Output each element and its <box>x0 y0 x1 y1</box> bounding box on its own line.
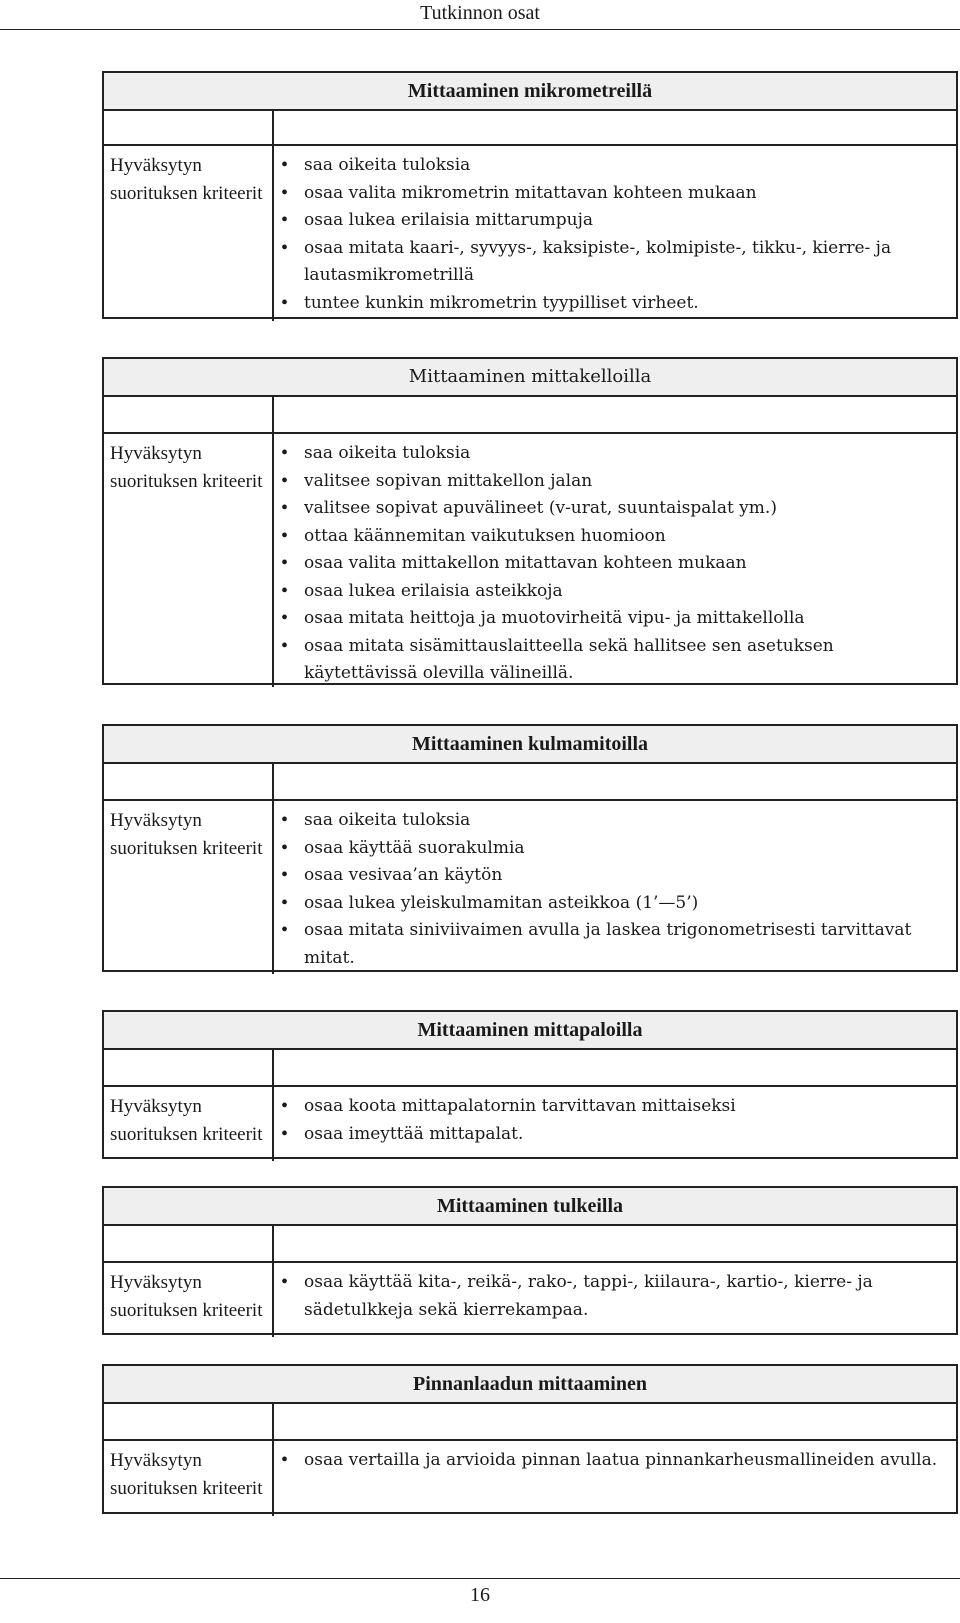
table-spacer-row <box>104 111 956 146</box>
criteria-item: • osaa vertailla ja arvioida pinnan laatua pinnankarheusmallineiden avulla. <box>280 1447 952 1475</box>
criteria-table-dial-gauges <box>102 357 958 685</box>
criteria-cell <box>274 1263 956 1337</box>
criteria-cell <box>274 146 956 321</box>
criteria-item: • osaa lukea erilaisia asteikkoja <box>280 578 952 606</box>
table-body-row <box>104 434 956 687</box>
criteria-list <box>280 1269 952 1324</box>
criteria-item: • saa oikeita tuloksia <box>280 440 952 468</box>
criteria-item: • osaa vesivaa’an käytön <box>280 862 952 890</box>
table-title: Pinnanlaadun mittaaminen <box>104 1366 956 1404</box>
criteria-label: Hyväksytyn suorituksen kriteerit <box>104 1087 274 1161</box>
criteria-table-gauge-blocks <box>102 1010 958 1159</box>
criteria-table-gauges <box>102 1186 958 1335</box>
criteria-item: • osaa käyttää kita-, reikä-, rako-, tappi-, kiilaura-, kartio-, kierre- ja sädetulkkeja sekä kierrekampaa. <box>280 1269 952 1324</box>
criteria-item: • saa oikeita tuloksia <box>280 807 952 835</box>
criteria-list <box>280 152 952 317</box>
criteria-cell <box>274 1087 956 1161</box>
table-spacer-row <box>104 764 956 801</box>
table-body-row <box>104 1441 956 1516</box>
criteria-item: • valitsee sopivat apuvälineet (v-urat, suuntaispalat ym.) <box>280 495 952 523</box>
criteria-item: • osaa lukea erilaisia mittarumpuja <box>280 207 952 235</box>
criteria-item: • osaa valita mittakellon mitattavan kohteen mukaan <box>280 550 952 578</box>
criteria-label: Hyväksytyn suorituksen kriteerit <box>104 1263 274 1337</box>
table-title: Mittaaminen tulkeilla <box>104 1188 956 1226</box>
table-title: Mittaaminen mittapaloilla <box>104 1012 956 1050</box>
criteria-label: Hyväksytyn suorituksen kriteerit <box>104 146 274 321</box>
criteria-list <box>280 807 952 972</box>
criteria-list <box>280 440 952 688</box>
criteria-item: • osaa käyttää suorakulmia <box>280 835 952 863</box>
criteria-list <box>280 1093 952 1148</box>
criteria-item: • osaa mitata kaari-, syvyys-, kaksipiste-, kolmipiste-, tikku-, kierre- ja lautasmikrometrillä <box>280 235 952 290</box>
criteria-label: Hyväksytyn suorituksen kriteerit <box>104 801 274 974</box>
criteria-table-surface-roughness <box>102 1364 958 1514</box>
criteria-item: • osaa imeyttää mittapalat. <box>280 1121 952 1149</box>
criteria-item: • saa oikeita tuloksia <box>280 152 952 180</box>
criteria-label: Hyväksytyn suorituksen kriteerit <box>104 434 274 687</box>
running-head: Tutkinnon osat <box>420 2 540 24</box>
table-spacer-row <box>104 397 956 434</box>
table-spacer-row <box>104 1226 956 1263</box>
page-number: 16 <box>470 1584 490 1606</box>
criteria-item: • osaa koota mittapalatornin tarvittavan mittaiseksi <box>280 1093 952 1121</box>
table-body-row <box>104 801 956 974</box>
criteria-item: • osaa mitata heittoja ja muotovirheitä vipu- ja mittakellolla <box>280 605 952 633</box>
criteria-table-angle-gauges <box>102 724 958 972</box>
criteria-item: • osaa mitata sisämittauslaitteella sekä hallitsee sen asetuksen käytettävissä olevilla välineillä. <box>280 633 952 688</box>
criteria-item: • ottaa käännemitan vaikutuksen huomioon <box>280 523 952 551</box>
table-spacer-row <box>104 1404 956 1441</box>
criteria-item: • osaa mitata siniviivaimen avulla ja laskea trigonometrisesti tarvittavat mitat. <box>280 917 952 972</box>
criteria-item: • osaa lukea yleiskulmamitan asteikkoa (1’—5’) <box>280 890 952 918</box>
table-body-row <box>104 1263 956 1337</box>
criteria-cell <box>274 801 956 974</box>
criteria-cell <box>274 434 956 687</box>
table-title: Mittaaminen mittakelloilla <box>104 359 956 397</box>
table-spacer-row <box>104 1050 956 1087</box>
criteria-list <box>280 1447 952 1475</box>
criteria-table-micrometers <box>102 71 958 319</box>
table-body-row <box>104 146 956 321</box>
criteria-cell <box>274 1441 956 1516</box>
criteria-item: • tuntee kunkin mikrometrin tyypilliset virheet. <box>280 290 952 318</box>
table-body-row <box>104 1087 956 1161</box>
criteria-item: • osaa valita mikrometrin mitattavan kohteen mukaan <box>280 180 952 208</box>
criteria-item: • valitsee sopivan mittakellon jalan <box>280 468 952 496</box>
footer-rule <box>0 1578 960 1579</box>
header-rule <box>0 29 960 30</box>
table-title: Mittaaminen mikrometreillä <box>104 73 956 111</box>
criteria-label: Hyväksytyn suorituksen kriteerit <box>104 1441 274 1516</box>
table-title: Mittaaminen kulmamitoilla <box>104 726 956 764</box>
